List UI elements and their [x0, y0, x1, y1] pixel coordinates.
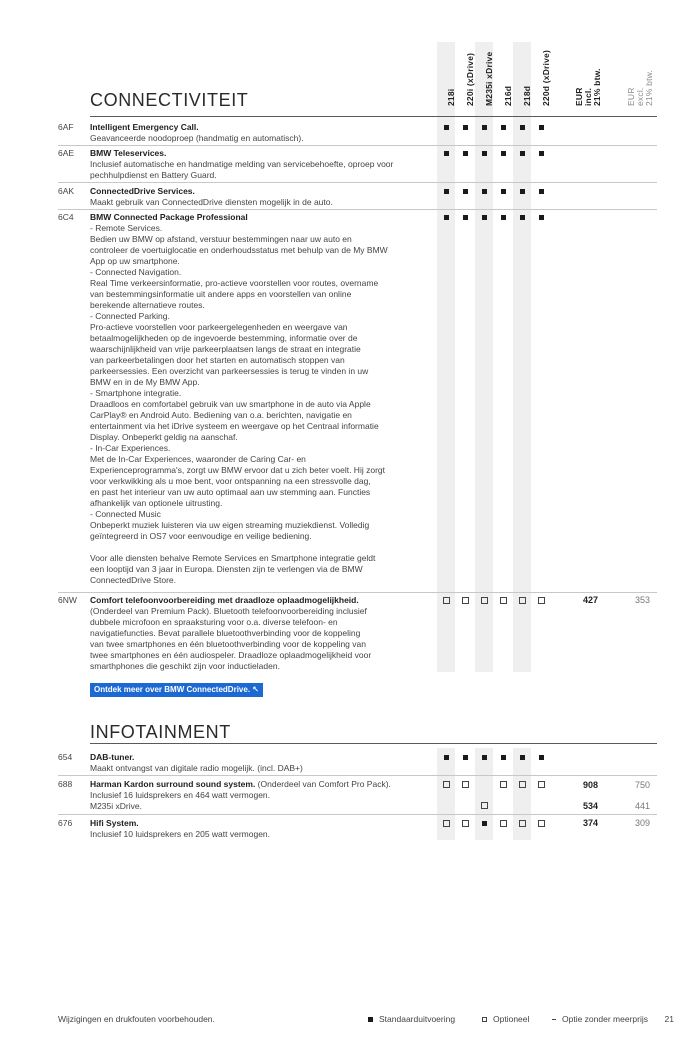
standard-mark-icon [532, 187, 550, 197]
standard-mark-icon [494, 213, 512, 223]
standard-mark-icon [437, 213, 455, 223]
standard-mark-icon [456, 123, 474, 133]
option-code: 6C4 [58, 212, 74, 222]
row-divider [58, 775, 657, 776]
section-title-connectivity: CONNECTIVITEIT [90, 90, 249, 110]
legend-standard [368, 1014, 455, 1024]
section-rule [90, 743, 657, 744]
optional-mark-icon [437, 780, 455, 790]
price-incl: 374 [582, 818, 598, 828]
option-code: 676 [58, 818, 73, 828]
model-header: 218i [446, 88, 456, 106]
model-header: 220d (xDrive) [541, 50, 551, 106]
connecteddrive-link[interactable] [90, 683, 263, 697]
option-title: Harman Kardon surround sound system. [90, 779, 256, 789]
optional-mark-icon [475, 596, 493, 606]
standard-mark-icon [494, 149, 512, 159]
optional-mark-icon [456, 819, 474, 829]
optional-mark-icon [513, 596, 531, 606]
price-excl: 309 [634, 818, 650, 828]
legend-optional-label: Optioneel [493, 1014, 530, 1024]
standard-mark-icon [532, 123, 550, 133]
standard-mark-icon [532, 753, 550, 763]
standard-mark-icon [437, 149, 455, 159]
option-title: DAB-tuner. [90, 752, 135, 762]
section-title-infotainment: INFOTAINMENT [90, 722, 231, 742]
optional-mark-icon [494, 819, 512, 829]
optional-mark-icon [513, 819, 531, 829]
option-description [90, 779, 430, 812]
legend-free-label: Optie zonder meerprijs [562, 1014, 648, 1024]
optional-mark-icon [532, 819, 550, 829]
section-rule [90, 116, 657, 117]
standard-mark-icon [437, 123, 455, 133]
option-body: Inclusief 16 luidsprekers en 464 watt vermogen. [90, 790, 271, 800]
standard-mark-icon [532, 213, 550, 223]
row-divider [58, 182, 657, 183]
option-description [90, 186, 430, 208]
option-code: 654 [58, 752, 73, 762]
standard-mark-icon [475, 187, 493, 197]
option-title: ConnectedDrive Services. [90, 186, 195, 196]
price-incl: 427 [582, 595, 598, 605]
row-divider [58, 592, 657, 593]
standard-mark-icon [456, 213, 474, 223]
row-divider [58, 814, 657, 815]
optional-mark-icon [494, 596, 512, 606]
price-incl: 908 [582, 780, 598, 790]
page-number: 21 [664, 1014, 674, 1024]
standard-mark-icon [494, 123, 512, 133]
standard-mark-icon [475, 213, 493, 223]
standard-mark-icon [475, 123, 493, 133]
standard-mark-icon [494, 187, 512, 197]
option-code: 6AE [58, 148, 75, 158]
model-column-bg [437, 42, 455, 672]
optional-mark-icon [532, 780, 550, 790]
option-body: - Remote Services. Bedien uw BMW op afstand, verstuur bestemmingen naar uw auto en controleer de voertuiglocatie en onderhoudsstatus met behulp van de My BMW App op uw smartphone. - Connected Navigation. Real Time verkeersinformatie, pro-actieve voorstellen voor routes, overname van bestemmingsinformatie uit andere apps en voorstellen van online berekende alternatieve routes. - Connected Parking. Pro-actieve voorstellen voor parkeergelegenheden en weergave van betaalmogelijkheden op de ingevoerde bestemming, informatie over de waarschijnlijkheid van vrije parkeerplaatsen langs de straat en integratie van parkeerbetalingen door het starten en automatisch stoppen van parkeersessies. Een overzicht van parkeersessies is terug te vinden in uw BMW en in de My BMW App. - Smartphone integratie. Draadloos en comfortabel gebruik van uw smartphone in de auto via Apple CarPlay® en Android Auto. Bediening van o.a. berichten, navigatie en entertainment via het iDrive systeem en weergave op het Centraal informatie Display. Onbeperkt geldig na aanschaf. - In-Car Experiences. Met de In-Car Experiences, waaronder de Caring Car- en Experienceprogramma's, zorgt uw BMW ervoor dat u zich beter voelt. Hij zorgt voor verkwikking als u moe bent, voor ontspanning na een stressvolle dag, en past het interieur van uw auto optimaal aan uw stemming aan. Functies afhankelijk van optionele uitrusting. - Connected Music Onbeperkt muziek luisteren via uw eigen streaming muziekdienst. Volledig geïntegreerd in OS7 voor eenvoudige en veilige bediening. Voor alle diensten behalve Remote Services en Smartphone integratie geldt een looptijd van 3 jaar in Europa. Diensten zijn te verlengen via de BMW ConnectedDrive Store. [90, 223, 388, 585]
legend-optional [482, 1014, 529, 1024]
option-description [90, 595, 435, 672]
cursor-icon: ↖ [252, 685, 259, 694]
price-incl-header: EUR incl. 21% btw. [574, 68, 602, 106]
empty-square-icon [482, 1017, 487, 1022]
option-description [90, 818, 430, 840]
price-excl: 750 [634, 780, 650, 790]
option-code: 6AF [58, 122, 74, 132]
standard-mark-icon [437, 753, 455, 763]
standard-mark-icon [532, 149, 550, 159]
option-body: (Onderdeel van Premium Pack). Bluetooth telefoonvoorbereiding inclusief dubbele microfoon en spraaksturing voor o.a. diverse telefoon- en navigatiefuncties. Bevat parallele bluetoothverbinding voor de koppeling van twee smartphones en één bluetoothverbinding voor de koppeling van twee smartphones en één audiospeler. Draadloze oplaadmogelijkheid voor smarthphones die geschikt zijn voor inductieladen. [90, 606, 372, 671]
filled-square-icon [368, 1017, 373, 1022]
option-description [90, 752, 430, 774]
price-excl-header: EUR excl. 21% btw. [626, 69, 654, 106]
option-description [90, 122, 430, 144]
optional-mark-icon [437, 596, 455, 606]
option-code: 6NW [58, 595, 77, 605]
optional-mark-icon [456, 780, 474, 790]
standard-mark-icon [513, 187, 531, 197]
optional-mark-icon [437, 819, 455, 829]
model-column-bg [513, 42, 531, 672]
price-excl: 353 [634, 595, 650, 605]
standard-mark-icon [513, 123, 531, 133]
option-body: Geavanceerde noodoproep (handmatig en automatisch). [90, 133, 304, 143]
standard-mark-icon [475, 753, 493, 763]
optional-mark-icon [456, 596, 474, 606]
row-divider [58, 209, 657, 210]
option-description [90, 148, 430, 181]
option-body: Inclusief 10 luidsprekers en 205 watt vermogen. [90, 829, 271, 839]
optional-mark-icon [532, 596, 550, 606]
optional-mark-icon [475, 801, 493, 811]
price-incl: 534 [582, 801, 598, 811]
disclaimer: Wijzigingen en drukfouten voorbehouden. [58, 1014, 215, 1024]
price-excl: 441 [634, 801, 650, 811]
cta-label: Ontdek meer over BMW ConnectedDrive. [94, 685, 251, 694]
option-title: BMW Teleservices. [90, 148, 167, 158]
option-code: 6AK [58, 186, 75, 196]
option-body: Maakt ontvangst van digitale radio mogelijk. (incl. DAB+) [90, 763, 303, 773]
standard-mark-icon [456, 187, 474, 197]
standard-mark-icon [437, 187, 455, 197]
standard-mark-icon [475, 819, 493, 829]
option-description [90, 212, 435, 586]
model-column-bg [475, 42, 493, 672]
standard-mark-icon [456, 753, 474, 763]
model-header: 216d [503, 85, 513, 106]
legend-standard-label: Standaarduitvoering [379, 1014, 456, 1024]
optional-mark-icon [513, 780, 531, 790]
standard-mark-icon [456, 149, 474, 159]
standard-mark-icon [513, 753, 531, 763]
row-divider [58, 145, 657, 146]
standard-mark-icon [494, 753, 512, 763]
option-body: Maakt gebruik van ConnectedDrive diensten mogelijk in de auto. [90, 197, 333, 207]
option-code: 688 [58, 779, 73, 789]
model-header: 220i (xDrive) [465, 52, 475, 106]
option-body: Inclusief automatische en handmatige melding van servicebehoefte, oproep voor pechhulpdienst en Battery Guard. [90, 159, 394, 180]
legend-free [552, 1014, 648, 1024]
option-title: Intelligent Emergency Call. [90, 122, 199, 132]
optional-mark-icon [494, 780, 512, 790]
option-title-suffix: (Onderdeel van Comfort Pro Pack). [255, 779, 391, 789]
standard-mark-icon [513, 213, 531, 223]
option-title: BMW Connected Package Professional [90, 212, 248, 222]
option-title: Comfort telefoonvoorbereiding met draadloze oplaadmogelijkheid. [90, 595, 359, 605]
option-sub: M235i xDrive. [90, 801, 142, 811]
option-title: Hifi System. [90, 818, 139, 828]
model-header: 218d [522, 85, 532, 106]
dash-icon [552, 1019, 556, 1020]
standard-mark-icon [513, 149, 531, 159]
model-header: M235i xDrive [484, 51, 494, 106]
standard-mark-icon [475, 149, 493, 159]
